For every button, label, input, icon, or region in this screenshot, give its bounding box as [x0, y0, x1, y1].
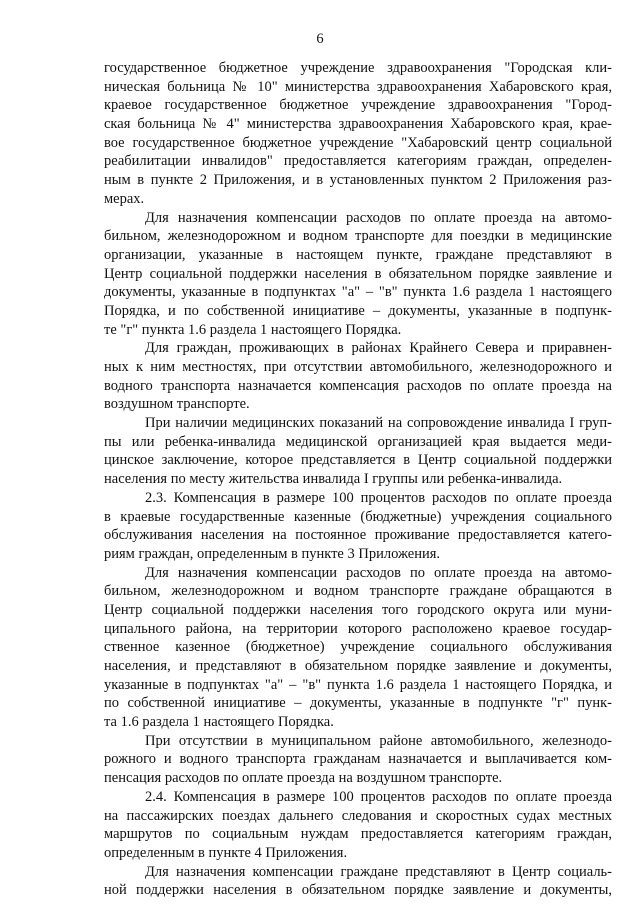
- text-line: 2.4. Компенсация в размере 100 процентов расходов по оплате проезда: [145, 788, 612, 805]
- text-line: При наличии медицинских показаний на сопровождение инвалида I груп-: [145, 415, 612, 432]
- paragraph: [104, 339, 612, 414]
- text-line: бильном, железнодорожном и водном транспорте для поездки в медицинские: [104, 228, 612, 245]
- paragraph: [104, 489, 612, 564]
- text-line: вое государственное бюджетное учреждение "Хабаровский центр социальной: [104, 134, 612, 151]
- text-line: маршрутов по социальным нуждам предоставляется категориям граждан,: [104, 826, 612, 843]
- text-line: Для назначения компенсации граждане представляют в Центр социаль-: [145, 863, 612, 880]
- text-line: рожного и водного транспорта гражданам назначается и выплачивается ком-: [104, 751, 612, 768]
- text-line: мерах.: [104, 190, 145, 207]
- text-line: ственное казенное (бюджетное) учреждение социального обслуживания: [104, 639, 612, 656]
- text-line: риям граждан, определенным в пункте 3 Приложения.: [104, 545, 441, 562]
- text-line: воздушном транспорте.: [104, 396, 250, 413]
- text-line: ных к ним местностях, при отсутствии автомобильного, железнодорожного и: [104, 359, 612, 375]
- paragraph: [104, 59, 612, 209]
- text-line: населения, и представляют в обязательном порядке заявление и документы,: [104, 658, 612, 674]
- text-line: документы, указанные в подпунктах "а" – "в" пункта 1.6 раздела 1 настоящего: [104, 284, 612, 301]
- page-number: 6: [316, 31, 324, 47]
- text-line: те "г" пункта 1.6 раздела 1 настоящего Порядка.: [104, 321, 402, 338]
- text-line: та 1.6 раздела 1 настоящего Порядка.: [104, 714, 334, 731]
- paragraph: [104, 414, 612, 489]
- paragraph: [104, 209, 612, 340]
- text-line: ципального района, на территории которого расположено краевое государ-: [104, 620, 612, 637]
- text-line: Порядка, и по собственной инициативе – документы, указанные в подпунк-: [104, 302, 612, 319]
- text-line: в краевые государственные казенные (бюджетные) учреждения социального: [104, 508, 612, 525]
- text-line: Центр социальной поддержки населения того городского округа или муни-: [104, 601, 612, 618]
- text-line: государственное бюджетное учреждение здравоохранения "Городская кли-: [104, 60, 612, 76]
- text-line: Для назначения компенсации расходов по оплате проезда на автомо-: [145, 209, 612, 226]
- text-line: При отсутствии в муниципальном районе автомобильного, железнодо-: [145, 732, 612, 749]
- text-line: ной поддержки населения в обязательном порядке заявление и документы,: [104, 882, 612, 899]
- document-body: [104, 59, 612, 900]
- text-line: ным в пункте 2 Приложения, и в установленных пунктом 2 Приложения раз-: [104, 172, 612, 189]
- paragraph: [104, 863, 612, 900]
- text-line: ническая больница № 10" министерства здравоохранения Хабаровского края,: [104, 78, 612, 95]
- text-line: пенсация расходов по оплате проезда на воздушном транспорте.: [104, 770, 503, 787]
- text-line: 2.3. Компенсация в размере 100 процентов расходов по оплате проезда: [145, 489, 612, 506]
- text-line: пы или ребенка-инвалида медицинской организацией края выдается меди-: [104, 433, 612, 450]
- text-line: обслуживания населения на постоянное проживание предоставляется катего-: [104, 527, 612, 544]
- text-line: водного транспорта назначается компенсация расходов по оплате проезда на: [104, 377, 612, 394]
- text-line: краевое государственное бюджетное учреждение здравоохранения "Город-: [104, 97, 612, 114]
- text-line: указанные в подпунктах "а" – "в" пункта 1.6 раздела 1 настоящего Порядка, и: [104, 676, 612, 693]
- text-line: населения по месту жительства инвалида I группы или ребенка-инвалида.: [104, 471, 563, 488]
- text-line: организации, указанные в настоящем пункте, граждане представляют в: [104, 246, 612, 263]
- text-line: цинское заключение, которое представляется в Центр социальной поддержки: [104, 452, 612, 469]
- paragraph: [104, 788, 612, 863]
- paragraph: [104, 564, 612, 732]
- paragraph: [104, 732, 612, 788]
- text-line: Центр социальной поддержки населения в обязательном порядке заявление и: [104, 265, 612, 282]
- text-line: ская больница № 4" министерства здравоохранения Хабаровского края, крае-: [104, 116, 612, 133]
- text-line: по собственной инициативе – документы, указанные в подпункте "г" пунк-: [104, 695, 612, 712]
- text-line: Для назначения компенсации расходов по оплате проезда на автомо-: [145, 564, 612, 581]
- text-line: Для граждан, проживающих в районах Крайнего Севера и приравнен-: [145, 340, 612, 357]
- text-line: бильном, железнодорожном и водном транспорте граждане обращаются в: [104, 583, 612, 600]
- text-line: определенным в пункте 4 Приложения.: [104, 844, 348, 861]
- text-line: реабилитации инвалидов" предоставляется категориям граждан, определен-: [104, 153, 612, 170]
- text-line: на пассажирских поездах дальнего следования и скоростных судах местных: [104, 807, 612, 824]
